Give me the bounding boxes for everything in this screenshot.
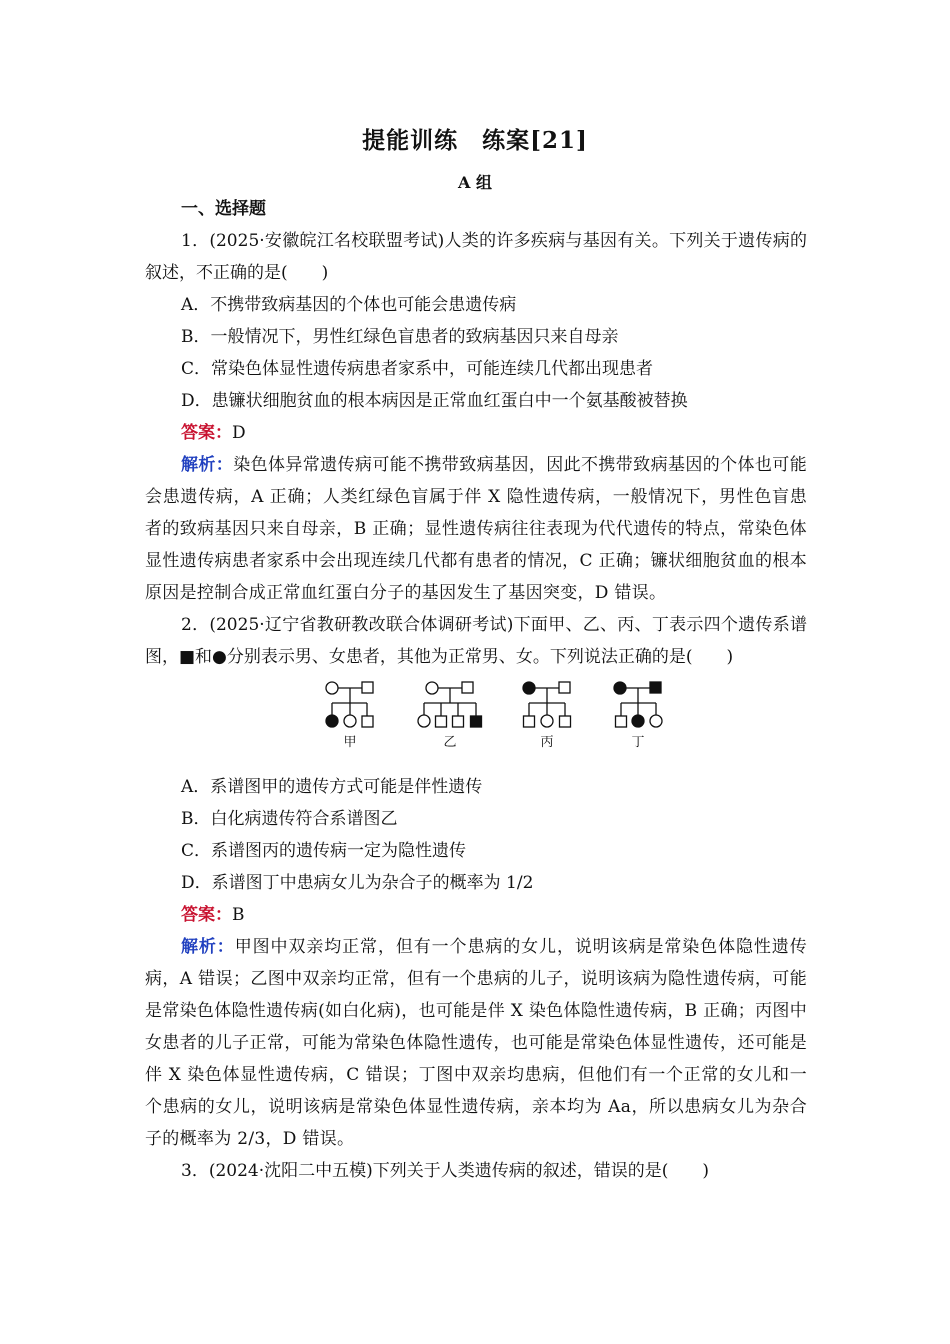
question-1-stem: 1．(2025·安徽皖江名校联盟考试)人类的许多疾病与基因有关。下列关于遗传病的叙述，不正确的是( ) [145, 231, 807, 283]
question-2-answer [145, 899, 807, 931]
question-1-option-c: C．常染色体显性遗传病患者家系中，可能连续几代都出现患者 [181, 359, 654, 379]
parent-female-affected [523, 682, 535, 694]
child-female-normal [541, 715, 553, 727]
document-body [145, 193, 807, 1187]
parent-female-normal [426, 682, 438, 694]
pedigree-ding [614, 682, 662, 727]
child-male-normal [453, 716, 464, 727]
section-heading: 一、选择题 [181, 199, 266, 219]
pedigree-figure [315, 673, 815, 771]
parent-male-normal [462, 682, 473, 693]
parent-male-normal [559, 682, 570, 693]
question-1-option-b: B．一般情况下，男性红绿色盲患者的致病基因只来自母亲 [181, 327, 619, 347]
question-1-option-a: A．不携带致病基因的个体也可能会患遗传病 [181, 295, 517, 315]
pedigree-label-bing: 丙 [540, 735, 554, 750]
child-male-normal [616, 716, 627, 727]
child-male-affected [471, 716, 482, 727]
child-male-normal [362, 716, 373, 727]
analysis-text: 甲图中双亲均正常，但有一个患病的女儿，说明该病是常染色体隐性遗传病，A 错误；乙图中双亲均正常，但有一个患病的儿子，说明该病为隐性遗传病，可能是常染色体隐性遗传病(如白化病)，也可能是伴 X 染色体隐性遗传病，B 正确；丙图中女患者的儿子正常，可能为常染色体隐性遗传，也可能是常染色体显性遗传，还可能是伴 X 染色体显性遗传病，C 错误；丁图中双亲均患病，但他们有一个正常的女儿和一个患病的女儿，说明该病是常染色体显性遗传病，亲本均为 Aa，所以患病女儿为杂合子的概率为 2/3，D 错误。 [145, 937, 807, 1149]
child-male-normal [560, 716, 571, 727]
group-heading: A 组 [458, 173, 492, 192]
analysis-label: 解析： [181, 455, 234, 475]
pedigree-bing [523, 682, 571, 727]
question-1-analysis [145, 449, 807, 609]
child-female-normal [344, 715, 356, 727]
pedigree-jia [326, 682, 373, 727]
page-title: 提能训练 练案[21] [362, 127, 588, 154]
child-male-normal [436, 716, 447, 727]
question-2-analysis [145, 931, 807, 1155]
parent-female-affected [614, 682, 626, 694]
analysis-text: 染色体异常遗传病可能不携带致病基因，因此不携带致病基因的个体也可能会患遗传病，A 正确；人类红绿色盲属于伴 X 隐性遗传病，一般情况下，男性色盲患者的致病基因只来自母亲，B 正确；显性遗传病往往表现为代代遗传的特点，常染色体显性遗传病患者家系中会出现连续几代都有患者的情况，C 正确；镰状细胞贫血的根本原因是控制合成正常血红蛋白分子的基因发生了基因突变，D 错误。 [145, 455, 807, 603]
question-1-answer [145, 417, 807, 449]
child-female-normal [418, 715, 430, 727]
question-2-option-c: C．系谱图丙的遗传病一定为隐性遗传 [181, 841, 467, 861]
pedigree-label-ding: 丁 [631, 735, 645, 750]
pedigree-label-jia: 甲 [343, 735, 357, 750]
question-3-stem: 3．(2024·沈阳二中五模)下列关于人类遗传病的叙述，错误的是( ) [181, 1161, 710, 1181]
analysis-label: 解析： [181, 937, 235, 957]
parent-female-normal [326, 682, 338, 694]
child-female-normal [650, 715, 662, 727]
pedigree-yi [418, 682, 482, 727]
child-female-affected [632, 715, 644, 727]
answer-label: 答案： [181, 905, 232, 925]
answer-value: B [232, 905, 245, 925]
pedigree-label-yi: 乙 [443, 735, 457, 750]
parent-male-normal [362, 682, 373, 693]
question-2-option-b: B．白化病遗传符合系谱图乙 [181, 809, 398, 829]
question-1-option-d: D．患镰状细胞贫血的根本病因是正常血红蛋白中一个氨基酸被替换 [181, 391, 688, 411]
parent-male-affected [650, 682, 661, 693]
child-female-affected [326, 715, 338, 727]
answer-value: D [232, 423, 246, 443]
question-2-option-a: A．系谱图甲的遗传方式可能是伴性遗传 [181, 777, 483, 797]
question-2-stem: 2．(2025·辽宁省教研教改联合体调研考试)下面甲、乙、丙、丁表示四个遗传系谱图，■和●分别表示男、女患者，其他为正常男、女。下列说法正确的是( ) [145, 615, 807, 667]
answer-label: 答案： [181, 423, 232, 443]
pedigree-diagrams [145, 673, 807, 771]
child-male-normal [524, 716, 535, 727]
question-2-option-d: D．系谱图丁中患病女儿为杂合子的概率为 1/2 [181, 873, 534, 893]
